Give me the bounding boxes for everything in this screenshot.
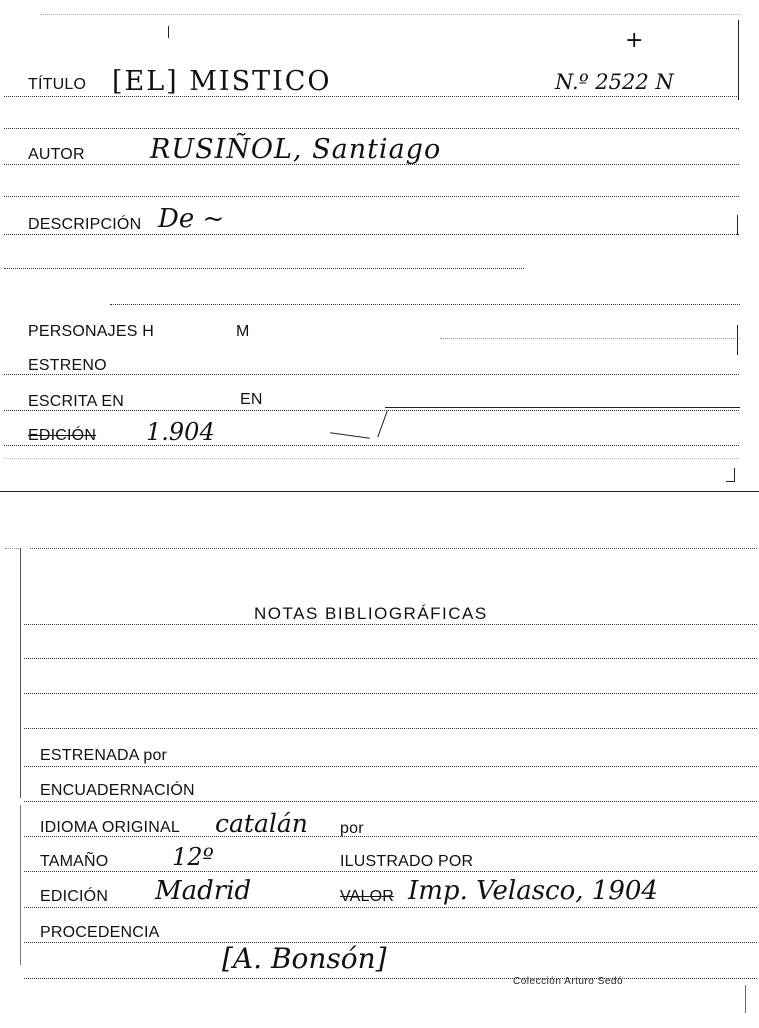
- pen-stroke-2: [377, 411, 388, 438]
- idioma-label: IDIOMA ORIGINAL: [40, 819, 180, 836]
- titulo-rule: [4, 96, 739, 97]
- corner-tick-v: [734, 468, 735, 482]
- notas-rule-1: [24, 624, 757, 625]
- descripcion-rule: [4, 234, 739, 235]
- blank-rule-4: [110, 304, 740, 305]
- edicion-bottom-label: EDICIÓN: [40, 888, 109, 905]
- collection-imprint: Colección Arturo Sedó: [513, 976, 624, 987]
- idioma-value: catalán: [215, 809, 308, 838]
- procedencia-rule: [24, 942, 757, 943]
- notas-rule-4: [24, 728, 757, 729]
- notas-heading: NOTAS BIBLIOGRÁFICAS: [254, 604, 488, 623]
- blank-rule-3: [4, 268, 524, 269]
- estreno-label: ESTRENO: [28, 357, 107, 374]
- tamano-value: 12º: [172, 843, 214, 871]
- escrita-label: ESCRITA EN: [28, 393, 124, 410]
- escrita-en-label: EN: [240, 391, 263, 408]
- right-edge-line: [738, 20, 739, 100]
- idioma-rule: [24, 836, 757, 837]
- bottom-card-left-edge: [20, 548, 21, 798]
- estrenada-rule: [24, 766, 757, 767]
- notas-rule-3: [24, 693, 757, 694]
- scan-mark: [168, 26, 169, 38]
- top-edge-specks: [40, 14, 740, 15]
- bottom-card-top-edge: [30, 548, 757, 549]
- escrita-rule: [4, 410, 739, 411]
- procedencia-rule-2: [24, 978, 757, 979]
- right-edge-tick: [737, 215, 738, 235]
- ilustrado-label: ILUSTRADO POR: [340, 853, 474, 870]
- edicion-top-label: EDICIÓN: [28, 427, 97, 444]
- valor-value: Imp. Velasco, 1904: [408, 876, 658, 906]
- autor-rule: [4, 164, 739, 165]
- idioma-por-label: por: [340, 820, 364, 837]
- titulo-label: TÍTULO: [28, 76, 87, 93]
- escrita-solid-rule: [385, 407, 740, 408]
- pen-stroke: [330, 432, 370, 439]
- edicion-bottom-value: Madrid: [155, 876, 252, 906]
- tamano-label: TAMAÑO: [40, 853, 109, 870]
- valor-label: VALOR: [340, 888, 395, 905]
- bottom-right-tick: [745, 985, 746, 1013]
- card-separator: [0, 491, 759, 492]
- encuadernacion-rule: [24, 801, 757, 802]
- edicion-bottom-rule: [24, 907, 757, 908]
- card-number: N.º 2522 N: [555, 70, 674, 94]
- autor-label: AUTOR: [28, 146, 85, 163]
- tamano-rule: [24, 871, 757, 872]
- descripcion-label: DESCRIPCIÓN: [28, 216, 142, 233]
- blank-rule-2: [4, 196, 739, 197]
- card-bottom-specks: [4, 458, 739, 459]
- estrenada-label: ESTRENADA por: [40, 747, 168, 764]
- edicion-top-value: 1.904: [146, 418, 215, 446]
- procedencia-value: [A. Bonsón]: [222, 942, 387, 975]
- procedencia-label: PROCEDENCIA: [40, 924, 160, 941]
- encuadernacion-label: ENCUADERNACIÓN: [40, 782, 195, 799]
- descripcion-value: De ~: [158, 204, 225, 234]
- blank-rule-1: [4, 128, 739, 129]
- personajes-label: PERSONAJES H: [28, 323, 154, 340]
- right-edge-tick-2: [737, 325, 738, 355]
- personajes-rule: [440, 338, 740, 339]
- corner-tick-h: [726, 481, 735, 482]
- estreno-rule: [4, 374, 739, 375]
- edge-speck: [5, 548, 19, 549]
- bottom-card-left-edge-2: [20, 805, 21, 965]
- corner-cross-mark: +: [625, 28, 644, 53]
- edicion-rule: [4, 445, 739, 446]
- notas-rule-2: [24, 658, 757, 659]
- autor-value: RUSIÑOL, Santiago: [150, 134, 442, 165]
- titulo-value: [EL] MISTICO: [112, 66, 332, 97]
- personajes-m-label: M: [236, 323, 250, 340]
